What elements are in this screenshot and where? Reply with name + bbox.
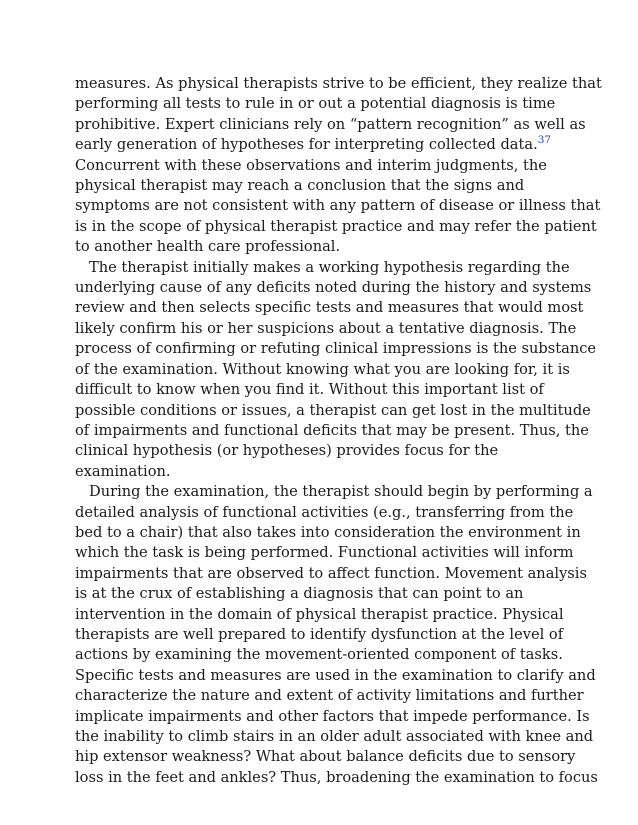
text-line: measures. As physical therapists strive to be efficient, they realize that	[75, 75, 602, 92]
body-text	[75, 74, 602, 788]
text-line: difficult to know when you find it. Without this important list of	[75, 381, 544, 399]
text-line: examination.	[75, 462, 171, 480]
text-line: likely confirm his or her suspicions about a tentative diagnosis. The	[75, 319, 577, 337]
text-line: intervention in the domain of physical therapist practice. Physical	[75, 605, 564, 623]
text-line: loss in the feet and ankles? Thus, broadening the examination to focus	[75, 768, 598, 786]
text-line: actions by examining the movement-oriented component of tasks.	[75, 646, 563, 664]
text-line: Specific tests and measures are used in the examination to clarify and	[75, 666, 596, 684]
text-line: of the examination. Without knowing what you are looking for, it is	[75, 360, 570, 378]
text-line: the inability to climb stairs in an older adult associated with knee and	[75, 728, 594, 745]
text-line: review and then selects specific tests and measures that would most	[75, 299, 584, 317]
text-line: clinical hypothesis (or hypotheses) provides focus for the	[75, 442, 499, 460]
citation-link[interactable]: 37	[537, 134, 552, 147]
text-line: impairments that are observed to affect function. Movement analysis	[75, 564, 587, 582]
text-line: process of confirming or refuting clinical impressions is the substance	[75, 340, 597, 358]
text-line: early generation of hypotheses for interpreting collected data.	[75, 136, 538, 154]
text-line: prohibitive. Expert clinicians rely on “pattern recognition” as well as	[75, 115, 586, 133]
text-line: underlying cause of any deficits noted during the history and systems	[75, 279, 592, 297]
text-line: symptoms are not consistent with any pattern of disease or illness that	[75, 197, 601, 215]
text-line: therapists are well prepared to identify dysfunction at the level of	[75, 625, 564, 643]
text-line: which the task is being performed. Functional activities will inform	[75, 544, 574, 562]
text-line: is at the crux of establishing a diagnosis that can point to an	[75, 585, 524, 603]
text-line: characterize the nature and extent of activity limitations and further	[75, 687, 584, 705]
text-line: physical therapist may reach a conclusion that the signs and	[75, 177, 525, 195]
text-line: hip extensor weakness? What about balance deficits due to sensory	[75, 748, 576, 766]
text-line: is in the scope of physical therapist practice and may refer the patient	[75, 217, 597, 235]
text-line-with-citation	[75, 135, 567, 155]
text-line: performing all tests to rule in or out a potential diagnosis is time	[75, 95, 556, 113]
text-line: detailed analysis of functional activities (e.g., transferring from the	[75, 503, 574, 521]
text-line: implicate impairments and other factors that impede performance. Is	[75, 707, 590, 725]
text-line: Concurrent with these observations and interim judgments, the	[75, 156, 547, 174]
text-line: possible conditions or issues, a therapist can get lost in the multitude	[75, 401, 591, 419]
paragraph-start-line: The therapist initially makes a working hypothesis regarding the	[89, 258, 570, 276]
text-line: bed to a chair) that also takes into consideration the environment in	[75, 523, 581, 541]
text-line: of impairments and functional deficits that may be present. Thus, the	[75, 421, 589, 439]
paragraph-start-line: During the examination, the therapist should begin by performing a	[89, 483, 593, 501]
text-line: to another health care professional.	[75, 238, 341, 256]
